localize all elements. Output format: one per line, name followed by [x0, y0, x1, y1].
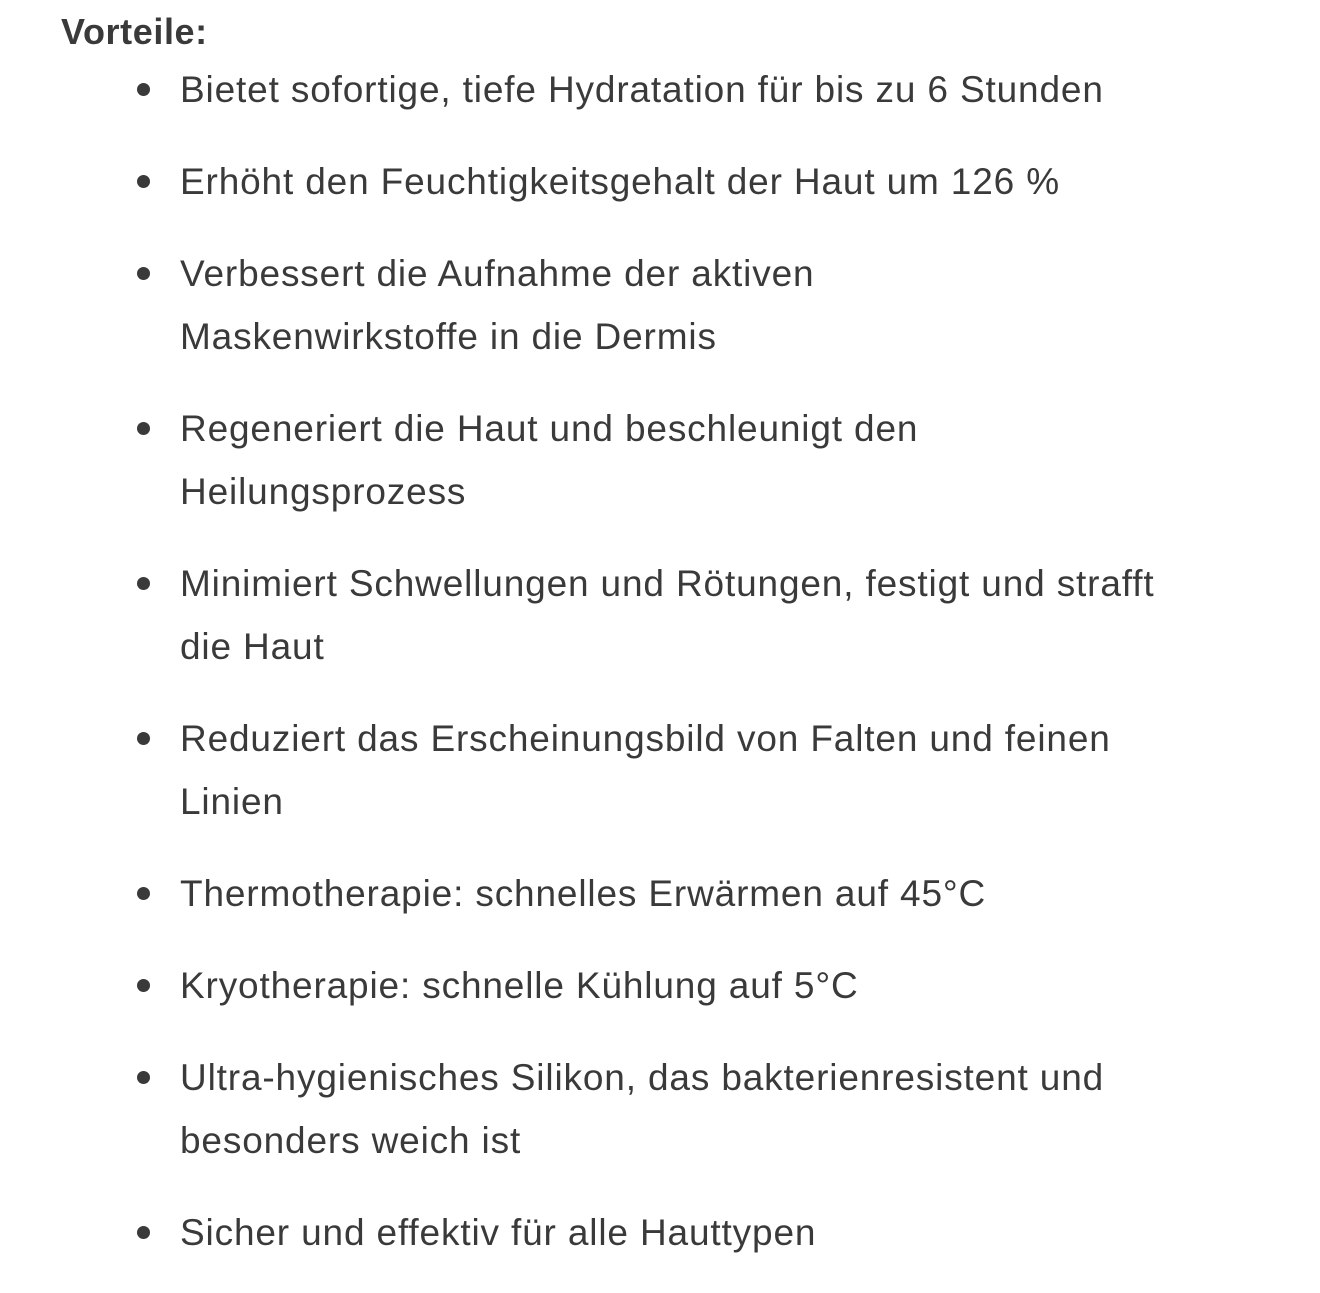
bullet-icon — [137, 175, 150, 188]
list-item — [0, 552, 1320, 678]
bullet-icon — [137, 577, 150, 590]
list-item — [0, 1046, 1320, 1172]
list-item-text: Reduziert das Erscheinungsbild von Falten und feinen Linien — [180, 718, 1111, 822]
bullet-icon — [137, 83, 150, 96]
list-item — [0, 150, 1320, 213]
list-item — [0, 58, 1320, 121]
bullet-icon — [137, 979, 150, 992]
list-item — [0, 397, 1320, 523]
list-item — [0, 954, 1320, 1017]
list-item — [0, 1201, 1320, 1264]
bullet-icon — [137, 887, 150, 900]
list-item — [0, 862, 1320, 925]
list-item-text: Ultra-hygienisches Silikon, das bakterienresistent und besonders weich ist — [180, 1057, 1105, 1161]
list-item-text: Verbessert die Aufnahme der aktiven Maskenwirkstoffe in die Dermis — [180, 253, 815, 357]
bullet-icon — [137, 1226, 150, 1239]
list-item-text: Thermotherapie: schnelles Erwärmen auf 45°C — [180, 873, 987, 914]
section-heading: Vorteile: — [61, 11, 208, 52]
list-item-text: Bietet sofortige, tiefe Hydratation für bis zu 6 Stunden — [180, 69, 1104, 110]
bullet-icon — [137, 732, 150, 745]
list-item-text: Erhöht den Feuchtigkeitsgehalt der Haut um 126 % — [180, 161, 1060, 202]
list-item-text: Sicher und effektiv für alle Hauttypen — [180, 1212, 817, 1253]
list-item — [0, 242, 1320, 368]
list-item-text: Regeneriert die Haut und beschleunigt den Heilungsprozess — [180, 408, 919, 512]
list-item-text: Minimiert Schwellungen und Rötungen, festigt und strafft die Haut — [180, 563, 1155, 667]
bullet-icon — [137, 267, 150, 280]
benefits-list — [0, 58, 1320, 1293]
bullet-icon — [137, 1071, 150, 1084]
list-item — [0, 707, 1320, 833]
bullet-icon — [137, 422, 150, 435]
list-item-text: Kryotherapie: schnelle Kühlung auf 5°C — [180, 965, 859, 1006]
